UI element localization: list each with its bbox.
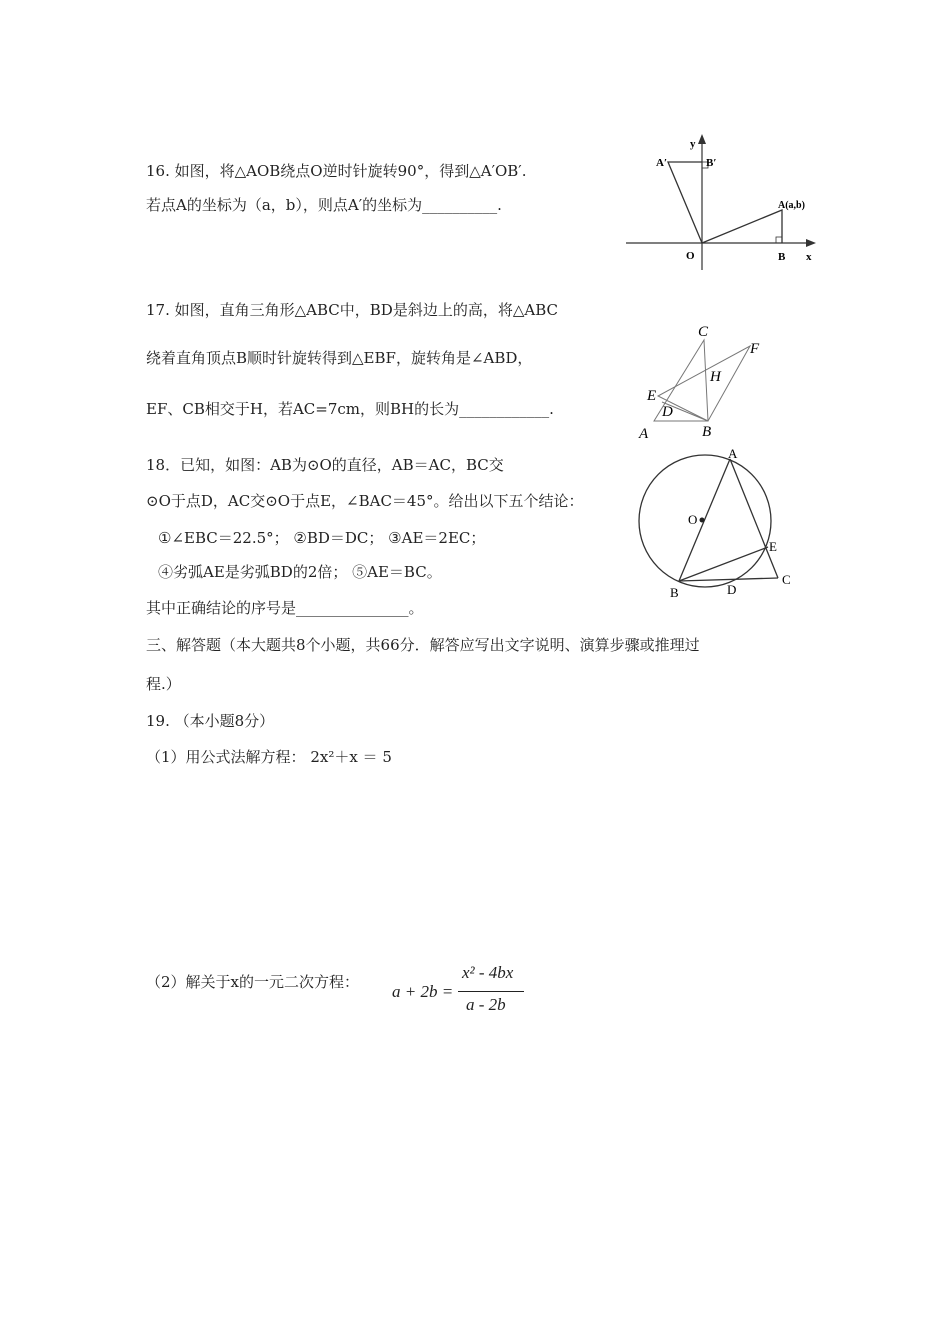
q16-line1: 16. 如图，将△AOB绕点O逆时针旋转90°，得到△A′OB′. [146,162,527,180]
figure-17 [628,318,778,443]
fig18-A-label: A [728,446,738,461]
fig17-D-label: D [662,404,673,420]
fig17-C-label: C [698,324,709,340]
fig17-E-label: E [647,388,657,404]
q19-title: 19. （本小题8分） [146,712,275,730]
fig16-O-label: O [686,250,695,262]
fig17-A-label: A [639,426,649,442]
fig18-C-label: C [782,572,791,587]
fig18-B-label: B [670,585,679,600]
fig17-B-label: B [702,424,712,440]
fig16-y-label: y [690,138,696,150]
figure-16 [620,132,820,272]
fig18-E-label: E [769,539,777,554]
q19-part2: （2）解关于x的一元二次方程： [146,973,360,991]
fig18-O-label: O [688,512,698,527]
figure-18 [628,440,803,605]
eq-denominator: a - 2b [466,995,506,1014]
fig18-D-label: D [727,582,737,597]
fraction-bar [458,991,524,992]
q16-line2: 若点A的坐标为（a，b），则点A′的坐标为__________. [146,196,502,214]
q17-line2: 绕着直角顶点B顺时针旋转得到△EBF，旋转角是∠ABD， [146,349,533,367]
fig16-Bp-label: B′ [706,157,717,169]
eq-numerator: x² - 4bx [462,963,514,982]
fig16-A-label: A(a,b) [778,200,805,211]
fig16-Ap-label: A′ [656,157,668,169]
fig16-B-label: B [778,251,786,263]
fig17-F-label: F [750,341,760,357]
fig16-x-label: x [806,251,812,263]
q18-line4: ④劣弧AE是劣弧BD的2倍； ⑤AE＝BC。 [158,563,442,581]
q18-line3: ①∠EBC＝22.5°； ②BD＝DC； ③AE＝2EC； [158,529,486,547]
section3-line1: 三、解答题（本大题共8个小题，共66分．解答应写出文字说明、演算步骤或推理过 [146,636,700,654]
q18-line5: 其中正确结论的序号是_______________。 [146,599,424,617]
eq-lhs: a + 2b = [392,982,454,1001]
fig17-H-label: H [710,369,721,385]
q18-line1: 18．已知，如图：AB为⊙O的直径，AB＝AC，BC交 [146,456,504,474]
q17-line1: 17. 如图，直角三角形△ABC中，BD是斜边上的高，将△ABC [146,301,558,319]
q18-line2: ⊙O于点D，AC交⊙O于点E，∠BAC＝45°。给出以下五个结论： [146,492,584,510]
q17-line3: EF、CB相交于H，若AC=7cm，则BH的长为____________. [146,400,554,418]
section3-line2: 程.） [146,675,181,693]
q19-part1: （1）用公式法解方程： 2x²＋x ＝ 5 [146,748,392,766]
